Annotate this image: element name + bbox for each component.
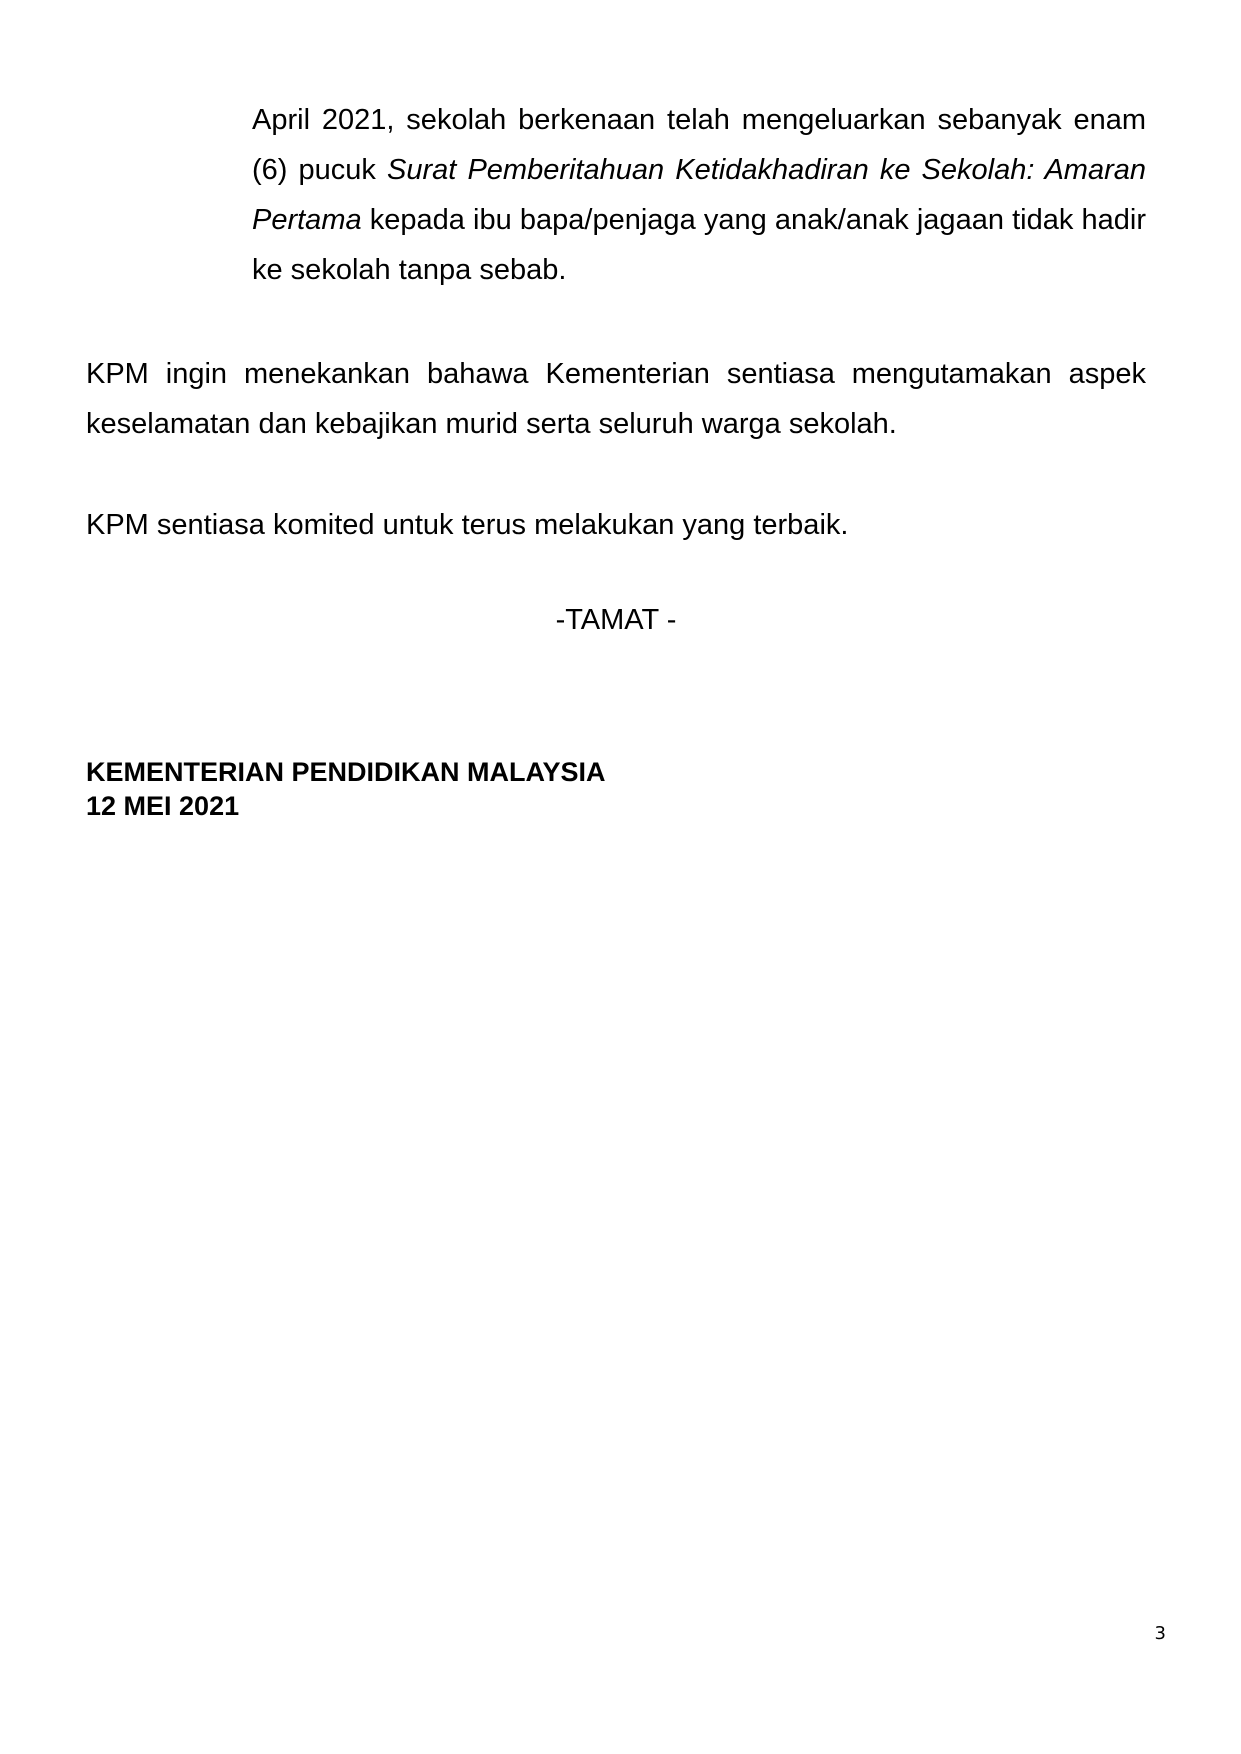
signature-organization: KEMENTERIAN PENDIDIKAN MALAYSIA [86,757,606,787]
paragraph-italic-title: Surat Pemberitahuan Ketidakhadiran ke Sekolah: Amaran Pertama [252,154,1146,236]
paragraph-text-after: kepada ibu bapa/penjaga yang anak/anak jagaan tidak hadir ke sekolah tanpa sebab. [252,204,1146,286]
paragraph-commitment: KPM sentiasa komited untuk terus melakukan yang terbaik. [86,509,849,541]
paragraph-emphasis: KPM ingin menekankan bahawa Kementerian sentiasa mengutamakan aspek keselamatan dan kebajikan murid serta seluruh warga sekolah. [86,358,1146,440]
end-marker: -TAMAT - [555,604,677,636]
paragraph-continued [252,95,1146,295]
page-number: 3 [1154,1623,1166,1644]
signature-date: 12 MEI 2021 [86,791,240,821]
paragraph-text-before: April 2021, sekolah berkenaan telah mengeluarkan sebanyak enam (6) pucuk [252,104,1146,186]
